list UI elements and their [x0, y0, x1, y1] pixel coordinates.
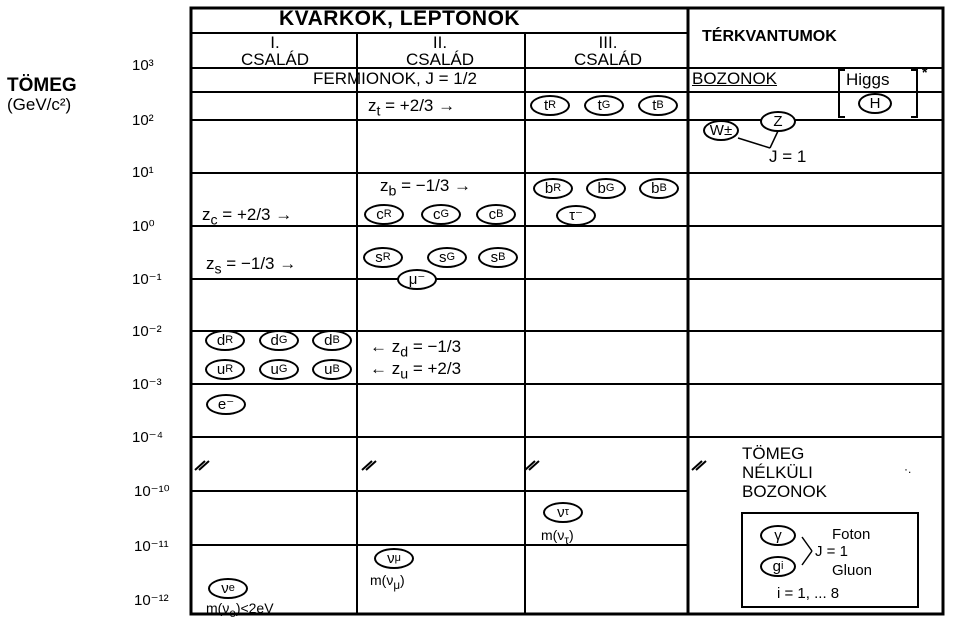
weak-boson-spin: J = 1: [769, 147, 807, 166]
neutrino-tau-mass: $m(\nu_\tau)$: [541, 527, 574, 547]
higgs-particle: H: [858, 93, 892, 114]
tick-1e-11: 10⁻¹¹: [134, 538, 169, 555]
table-border: [191, 8, 943, 614]
quark-t-red: t R: [530, 95, 570, 116]
table-title: KVARKOK, LEPTONOK: [279, 7, 521, 30]
tick-1e-1: 10⁻¹: [132, 271, 162, 288]
quark-s-green: s G: [427, 247, 467, 268]
quark-b-red: b R: [533, 178, 573, 199]
mass-axis-title: TÖMEG: [7, 75, 77, 96]
neutrino-muon: ν μ: [374, 548, 414, 569]
axis-break-marks: [195, 461, 706, 470]
charge-charm: $z_c = +2/3$ →: [202, 205, 293, 229]
tick-1e-2: 10⁻²: [132, 323, 162, 340]
massless-title-line2: NÉLKÜLI: [742, 463, 813, 482]
terkvantumok-header: TÉRKVANTUMOK: [702, 28, 837, 45]
tick-1e0: 10⁰: [132, 218, 155, 235]
quark-t-green: t G: [584, 95, 624, 116]
lepton-tau: τ⁻: [556, 205, 596, 226]
quark-t-blue: t B: [638, 95, 678, 116]
quark-b-green: b G: [586, 178, 626, 199]
quark-u-green: u G: [259, 359, 299, 380]
family-1-name: CSALÁD: [240, 50, 310, 69]
photon-gluon-spin: J = 1: [815, 543, 848, 560]
quark-c-red: c R: [364, 204, 404, 225]
wz-spin-lines: [738, 131, 778, 148]
family-1-roman: I.: [270, 33, 280, 52]
charge-bottom: $z_b = -1/3$ →: [380, 176, 472, 200]
tick-1e-12: 10⁻¹²: [134, 592, 169, 609]
higgs-label: Higgs: [846, 70, 890, 89]
tick-1e2: 10²: [132, 112, 154, 129]
tick-1e-10: 10⁻¹⁰: [134, 483, 170, 500]
tick-1e1: 10¹: [132, 164, 154, 181]
quark-s-blue: s B: [478, 247, 518, 268]
family-3-header: [555, 34, 661, 68]
quark-d-red: d R: [205, 330, 245, 351]
lepton-muon: μ⁻: [397, 269, 437, 290]
gluon-index: i = 1, ... 8: [777, 585, 840, 602]
bosons-label: BOZONOK: [692, 69, 778, 88]
stray-dots: ·.: [904, 462, 912, 476]
family-3-name: CSALÁD: [573, 50, 643, 69]
quark-u-blue: u B: [312, 359, 352, 380]
neutrino-tau: ν τ: [543, 502, 583, 523]
tick-1e3: 10³: [132, 57, 154, 74]
gluon: g i: [760, 556, 796, 577]
gluon-name: Gluon: [832, 562, 873, 579]
charge-down: ← $z_d = -1/3$: [370, 337, 462, 361]
w-boson: W±: [703, 120, 739, 141]
charge-top: $z_t = +2/3$ →: [368, 96, 456, 120]
quark-u-red: u R: [205, 359, 245, 380]
mass-axis-unit: (GeV/c²): [7, 95, 72, 114]
quark-s-red: s R: [363, 247, 403, 268]
tick-1e-3: 10⁻³: [132, 376, 162, 393]
neutrino-muon-mass: $m(\nu_\mu)$: [370, 572, 405, 592]
higgs-star: *: [922, 64, 928, 80]
quark-d-blue: d B: [312, 330, 352, 351]
photon-gluon-spin-lines: [802, 537, 812, 565]
quark-c-green: c G: [421, 204, 461, 225]
neutrino-electron: ν e: [208, 578, 248, 599]
tick-1e-4: 10⁻⁴: [132, 429, 164, 446]
family-2-name: CSALÁD: [405, 50, 475, 69]
family-3-roman: III.: [598, 33, 618, 52]
family-1-header: [222, 34, 328, 68]
massless-title-line1: TÖMEG: [742, 444, 805, 463]
quark-b-blue: b B: [639, 178, 679, 199]
lepton-electron: e⁻: [206, 394, 246, 415]
neutrino-electron-mass: $m(\nu_e)<2eV$: [206, 600, 274, 620]
massless-title-line3: BOZONOK: [742, 482, 828, 501]
massless-bosons-title: [742, 444, 827, 501]
quark-c-blue: c B: [476, 204, 516, 225]
fermions-label: FERMIONOK, J = 1/2: [313, 69, 477, 88]
charge-up: ← $z_u = +2/3$: [370, 359, 462, 383]
family-2-roman: II.: [432, 33, 448, 52]
photon: γ: [760, 525, 796, 546]
z-boson: Z: [760, 111, 796, 132]
photon-name: Foton: [832, 526, 871, 543]
charge-strange: $z_s = -1/3$ →: [206, 254, 297, 278]
family-2-header: [387, 34, 493, 68]
quark-d-green: d G: [259, 330, 299, 351]
